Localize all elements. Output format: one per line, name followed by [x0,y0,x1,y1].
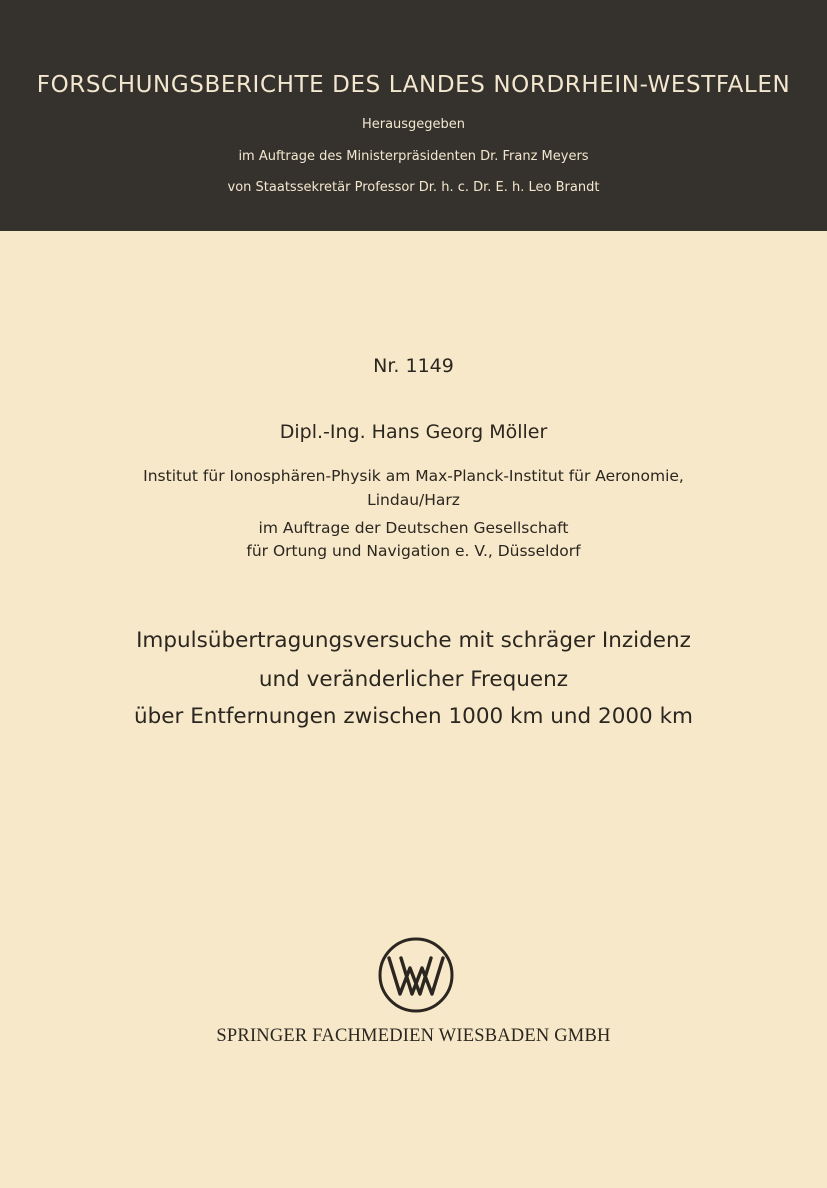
title-line-3: über Entfernungen zwischen 1000 km und 2000 km [134,704,693,729]
editor-line-1: im Auftrage des Ministerpräsidenten Dr. Franz Meyers [238,149,589,164]
springer-ww-logo-icon [377,936,455,1014]
commission-line-1: im Auftrage der Deutschen Gesellschaft [258,519,569,537]
institute-line-2: Lindau/Harz [367,491,460,509]
series-title: FORSCHUNGSBERICHTE DES LANDES NORDRHEIN-WESTFALEN [36,72,791,98]
commission-line-2: für Ortung und Navigation e. V., Düsseldorf [246,542,581,560]
publisher-name: SPRINGER FACHMEDIEN WIESBADEN GMBH [216,1026,611,1046]
report-number: Nr. 1149 [373,355,454,377]
author-name: Dipl.-Ing. Hans Georg Möller [279,421,548,443]
title-line-2: und veränderlicher Frequenz [258,667,569,692]
editor-line-2: von Staatssekretär Professor Dr. h. c. Dr. E. h. Leo Brandt [227,180,600,195]
institute-line-1: Institut für Ionosphären-Physik am Max-Planck-Institut für Aeronomie, [143,467,684,485]
title-line-1: Impulsübertragungsversuche mit schräger Inzidenz [136,628,691,653]
editor-label: Herausgegeben [361,117,466,132]
series-header [0,0,827,231]
